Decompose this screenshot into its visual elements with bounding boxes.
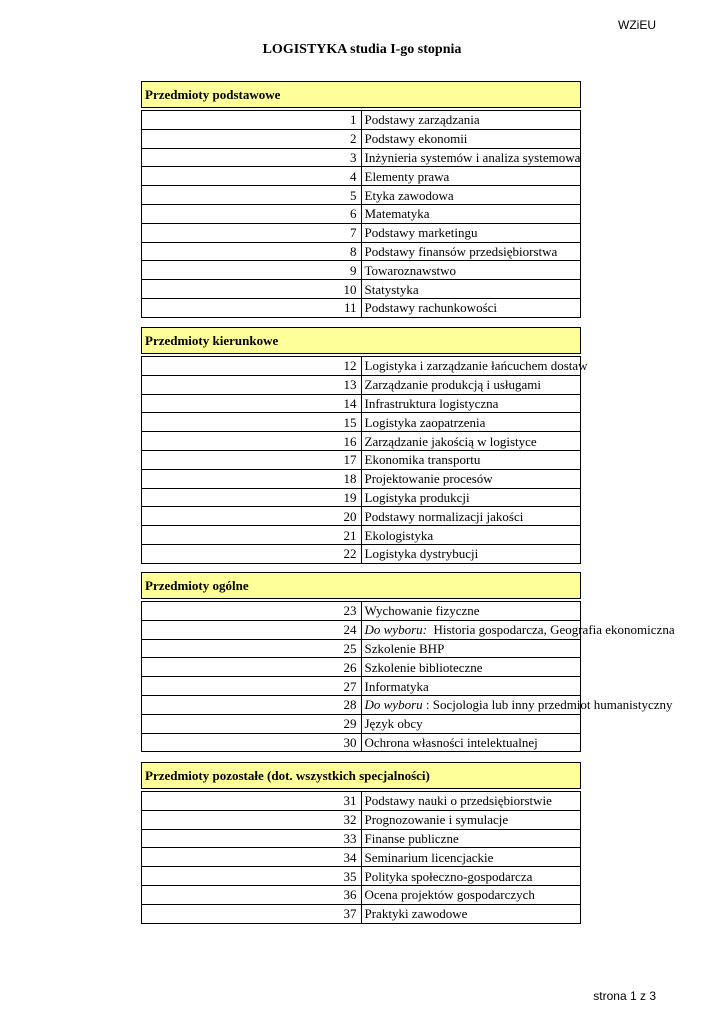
subject-name-cell xyxy=(361,129,581,148)
table-row xyxy=(142,298,581,317)
row-number: 29 xyxy=(142,714,362,733)
choice-prefix: Do wyboru: xyxy=(364,622,427,638)
subject-name-cell xyxy=(361,394,581,413)
subject-name: Podstawy rachunkowości xyxy=(364,300,498,316)
table-row xyxy=(142,695,581,714)
subject-name: Logistyka zaopatrzenia xyxy=(364,414,486,430)
row-number: 21 xyxy=(142,526,362,545)
subject-name: Seminarium licencjackie xyxy=(364,849,494,865)
section-table-pozostale xyxy=(141,762,581,924)
table-row xyxy=(142,677,581,696)
table-row xyxy=(142,658,581,677)
row-number: 37 xyxy=(142,904,362,923)
row-number: 26 xyxy=(142,658,362,677)
row-number: 35 xyxy=(142,867,362,886)
row-number: 25 xyxy=(142,639,362,658)
subject-name: Polityka społeczno-gospodarcza xyxy=(364,868,533,884)
table-row xyxy=(142,526,581,545)
subject-name: Matematyka xyxy=(364,206,430,222)
subject-name: Podstawy nauki o przedsiębiorstwie xyxy=(364,793,552,809)
subject-name: Logistyka produkcji xyxy=(364,489,470,505)
row-number: 34 xyxy=(142,848,362,867)
subject-name-cell xyxy=(361,792,581,811)
row-number: 4 xyxy=(142,167,362,186)
subject-name: : Socjologia lub inny przedmiot humanistyczny xyxy=(422,697,673,713)
subject-name: Etyka zawodowa xyxy=(364,187,454,203)
subject-name-cell xyxy=(361,186,581,205)
subject-name: Towaroznawstwo xyxy=(364,262,457,278)
row-number: 3 xyxy=(142,148,362,167)
row-number: 7 xyxy=(142,223,362,242)
table-row xyxy=(142,829,581,848)
table-row xyxy=(142,413,581,432)
row-number: 6 xyxy=(142,204,362,223)
subject-name-cell xyxy=(361,204,581,223)
row-number: 15 xyxy=(142,413,362,432)
choice-prefix: Do wyboru xyxy=(364,697,423,713)
table-row xyxy=(142,450,581,469)
row-number: 17 xyxy=(142,450,362,469)
subject-name-cell xyxy=(361,526,581,545)
table-row xyxy=(142,544,581,563)
subject-name-cell xyxy=(361,488,581,507)
subject-name: Podstawy finansów przedsiębiorstwa xyxy=(364,243,558,259)
section-heading: Przedmioty pozostałe (dot. wszystkich specjalności) xyxy=(142,763,581,789)
subject-name: Informatyka xyxy=(364,678,429,694)
subject-name: Ocena projektów gospodarczych xyxy=(364,887,535,903)
table-row xyxy=(142,148,581,167)
subject-name-cell xyxy=(361,111,581,130)
subject-name: Logistyka dystrybucji xyxy=(364,546,479,562)
table-row xyxy=(142,639,581,658)
row-number: 32 xyxy=(142,810,362,829)
table-row xyxy=(142,357,581,376)
table-row xyxy=(142,111,581,130)
subject-name-cell xyxy=(361,677,581,696)
table-row xyxy=(142,602,581,621)
table-row xyxy=(142,904,581,923)
row-number: 11 xyxy=(142,298,362,317)
section-table-ogolne xyxy=(141,572,675,752)
subject-name-cell xyxy=(361,261,581,280)
subject-name: Historia gospodarcza, Geografia ekonomiczna xyxy=(426,622,675,638)
table-row xyxy=(142,507,581,526)
subject-name: Praktyki zawodowe xyxy=(364,906,468,922)
subject-name: Ochrona własności intelektualnej xyxy=(364,734,538,750)
table-row xyxy=(142,432,581,451)
subject-name-cell xyxy=(361,867,581,886)
subject-name-cell xyxy=(361,167,581,186)
subject-name: Szkolenie biblioteczne xyxy=(364,659,483,675)
subject-name-cell xyxy=(361,639,581,658)
table-row xyxy=(142,620,581,639)
subject-name: Szkolenie BHP xyxy=(364,640,445,656)
table-row xyxy=(142,714,581,733)
subject-name: Statystyka xyxy=(364,281,419,297)
subject-name-cell xyxy=(361,413,581,432)
subject-name: Finanse publiczne xyxy=(364,830,459,846)
subject-name-cell xyxy=(361,620,675,639)
subject-name-cell xyxy=(361,298,581,317)
row-number: 13 xyxy=(142,375,362,394)
subject-name: Zarządzanie jakością w logistyce xyxy=(364,433,537,449)
subject-name-cell xyxy=(361,469,581,488)
row-number: 24 xyxy=(142,620,362,639)
subject-name-cell xyxy=(361,658,581,677)
subject-name: Projektowanie procesów xyxy=(364,471,493,487)
table-row xyxy=(142,867,581,886)
subject-name-cell xyxy=(361,904,581,923)
table-row xyxy=(142,129,581,148)
table-row xyxy=(142,261,581,280)
table-row xyxy=(142,167,581,186)
table-row xyxy=(142,280,581,299)
section-heading: Przedmioty ogólne xyxy=(142,573,581,599)
subject-name-cell xyxy=(361,432,581,451)
row-number: 8 xyxy=(142,242,362,261)
subject-name-cell xyxy=(361,450,581,469)
subject-name-cell xyxy=(361,507,581,526)
section-table-podstawowe xyxy=(141,81,581,318)
subject-name-cell xyxy=(361,810,581,829)
subject-name: Inżynieria systemów i analiza systemowa xyxy=(364,149,581,165)
subject-name: Podstawy zarządzania xyxy=(364,112,480,128)
row-number: 36 xyxy=(142,885,362,904)
row-number: 31 xyxy=(142,792,362,811)
subject-name-cell xyxy=(361,695,673,714)
table-row xyxy=(142,186,581,205)
section-heading: Przedmioty kierunkowe xyxy=(142,328,581,354)
table-row xyxy=(142,488,581,507)
table-row xyxy=(142,848,581,867)
subject-name: Podstawy normalizacji jakości xyxy=(364,508,524,524)
row-number: 22 xyxy=(142,544,362,563)
row-number: 27 xyxy=(142,677,362,696)
subject-name: Wychowanie fizyczne xyxy=(364,603,480,619)
subject-name-cell xyxy=(361,848,581,867)
row-number: 19 xyxy=(142,488,362,507)
subject-name: Język obcy xyxy=(364,716,423,732)
subject-name-cell xyxy=(361,829,581,848)
subject-name: Ekonomika transportu xyxy=(364,452,481,468)
subject-name-cell xyxy=(361,885,581,904)
table-row xyxy=(142,810,581,829)
section-heading: Przedmioty podstawowe xyxy=(142,82,581,108)
document-title: LOGISTYKA studia I-go stopnia xyxy=(262,42,462,57)
row-number: 28 xyxy=(142,695,362,714)
row-number: 33 xyxy=(142,829,362,848)
table-row xyxy=(142,469,581,488)
table-row xyxy=(142,242,581,261)
row-number: 5 xyxy=(142,186,362,205)
subject-name-cell xyxy=(361,602,581,621)
subject-name-cell xyxy=(361,375,581,394)
table-row xyxy=(142,792,581,811)
table-row xyxy=(142,394,581,413)
subject-name: Ekologistyka xyxy=(364,527,434,543)
subject-name-cell xyxy=(361,733,581,752)
subject-name-cell xyxy=(361,714,581,733)
subject-name: Podstawy ekonomii xyxy=(364,131,468,147)
row-number: 20 xyxy=(142,507,362,526)
subject-name: Prognozowanie i symulacje xyxy=(364,812,509,828)
subject-name: Elementy prawa xyxy=(364,168,450,184)
subject-name-cell xyxy=(361,357,588,376)
table-row xyxy=(142,733,581,752)
row-number: 16 xyxy=(142,432,362,451)
row-number: 23 xyxy=(142,602,362,621)
row-number: 18 xyxy=(142,469,362,488)
row-number: 2 xyxy=(142,129,362,148)
subject-name: Zarządzanie produkcją i usługami xyxy=(364,377,542,393)
table-row xyxy=(142,885,581,904)
table-row xyxy=(142,223,581,242)
row-number: 10 xyxy=(142,280,362,299)
subject-name-cell xyxy=(361,544,581,563)
row-number: 12 xyxy=(142,357,362,376)
subject-name: Infrastruktura logistyczna xyxy=(364,395,499,411)
table-row xyxy=(142,204,581,223)
subject-name: Logistyka i zarządzanie łańcuchem dostaw xyxy=(364,358,588,374)
subject-name: Podstawy marketingu xyxy=(364,225,478,241)
row-number: 30 xyxy=(142,733,362,752)
row-number: 1 xyxy=(142,111,362,130)
subject-name-cell xyxy=(361,242,581,261)
section-table-kierunkowe xyxy=(141,327,588,564)
subject-name-cell xyxy=(361,223,581,242)
row-number: 14 xyxy=(142,394,362,413)
row-number: 9 xyxy=(142,261,362,280)
page-footer: strona 1 z 3 xyxy=(593,989,656,1003)
subject-name-cell xyxy=(361,280,581,299)
subject-name-cell xyxy=(361,148,581,167)
header-label: WZiEU xyxy=(618,18,656,32)
table-row xyxy=(142,375,581,394)
